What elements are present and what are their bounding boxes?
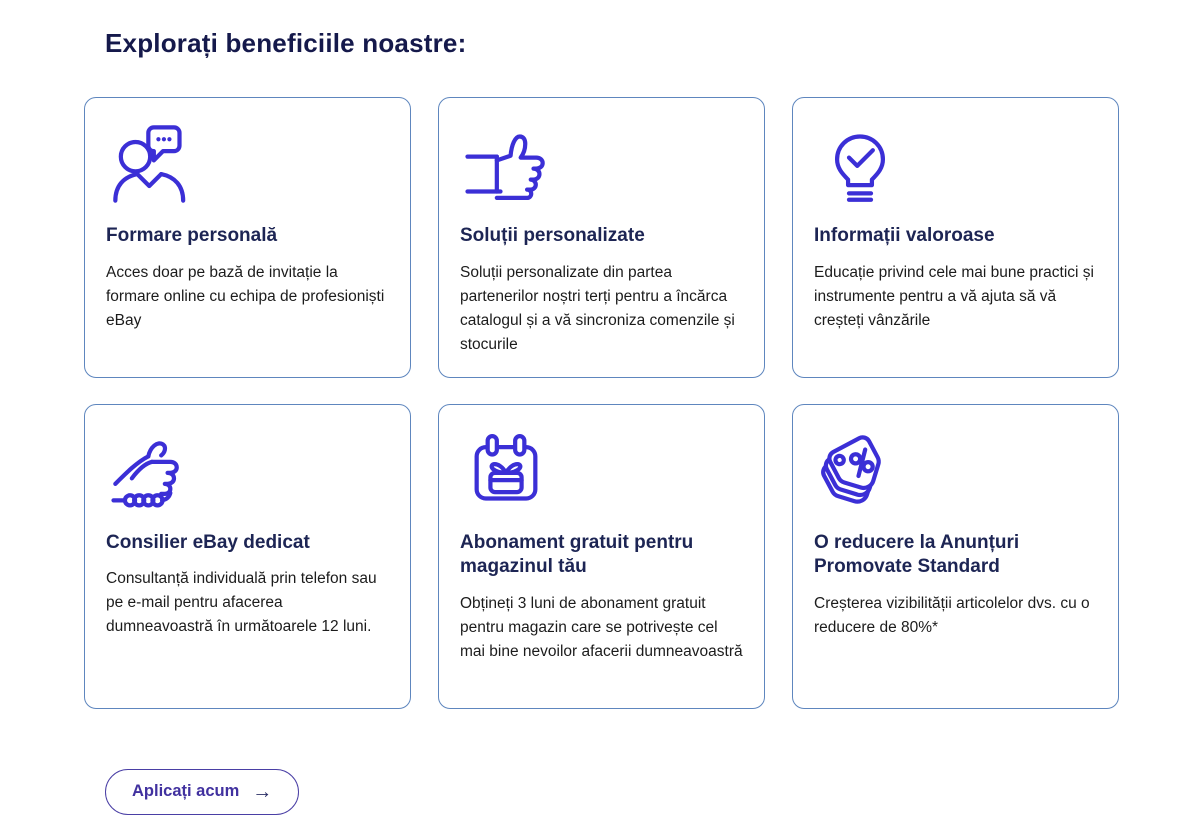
card-title: Abonament gratuit pentru magazinul tău bbox=[460, 531, 694, 578]
benefit-card-free-store-subscription bbox=[438, 404, 765, 709]
apply-now-label: Aplicați acum bbox=[132, 782, 240, 801]
cta-row bbox=[105, 769, 1180, 815]
thumbs-up-icon bbox=[460, 120, 744, 210]
card-description: Consultanță individuală prin telefon sau pe e-mail pentru afacerea dumneavoastră în următoarele 12 luni. bbox=[106, 570, 377, 636]
card-title: Informații valoroase bbox=[814, 225, 995, 246]
benefit-card-custom-solutions bbox=[438, 97, 765, 378]
card-title: Formare personală bbox=[106, 225, 278, 246]
card-description: Acces doar pe bază de invitație la formare online cu echipa de profesioniști eBay bbox=[106, 263, 385, 329]
benefit-card-personal-training bbox=[84, 97, 411, 378]
card-title: O reducere la Anunțuri Promovate Standard bbox=[814, 531, 1020, 578]
page-title: Explorați beneficiile noastre: bbox=[105, 28, 467, 58]
calendar-gift-icon bbox=[460, 427, 744, 517]
benefits-grid bbox=[84, 97, 1180, 709]
benefit-card-promoted-listings-discount bbox=[792, 404, 1119, 709]
benefit-card-valuable-insights bbox=[792, 97, 1119, 378]
lightbulb-check-icon bbox=[814, 120, 1098, 210]
handshake-icon bbox=[106, 427, 390, 517]
card-description: Creșterea vizibilității articolelor dvs. cu o reducere de 80%* bbox=[814, 595, 1090, 637]
tags-percent-icon bbox=[814, 427, 1098, 517]
person-chat-icon bbox=[106, 120, 390, 210]
card-description: Soluții personalizate din partea partenerilor noștri terți pentru a încărca catalogul și a vă sincroniza comenzile și stocurile bbox=[460, 263, 735, 353]
arrow-right-icon: → bbox=[252, 780, 273, 803]
card-title: Soluții personalizate bbox=[460, 225, 645, 246]
apply-now-button[interactable] bbox=[105, 769, 299, 815]
card-description: Obțineți 3 luni de abonament gratuit pentru magazin care se potrivește cel mai bine nevoilor afacerii dumneavoastră bbox=[460, 595, 743, 661]
benefit-card-dedicated-advisor bbox=[84, 404, 411, 709]
card-description: Educație privind cele mai bune practici și instrumente pentru a vă ajuta să vă creșteți vânzările bbox=[814, 263, 1094, 329]
card-title: Consilier eBay dedicat bbox=[106, 531, 310, 553]
